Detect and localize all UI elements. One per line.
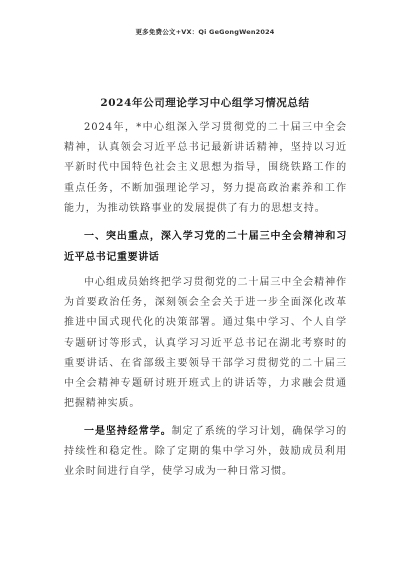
intro-paragraph: 2024年，*中心组深入学习贯彻党的二十届三中全会精神，认真领会习近平总书记最新讲话精神，坚持以习近平新时代中国特色社会主义思想为指导，围绕铁路工作的重点任务，不断加强理论学习，努力提高政治素养和工作能力，为推动铁路事业的发展提供了有力的思想支持。 — [64, 122, 347, 214]
section-heading-1: 一、突出重点，深入学习党的二十届三中全会精神和习近平总书记重要讲话 — [64, 231, 347, 263]
header-promo-note: 更多免费公文+VX：Qi GeGongWen2024 — [135, 28, 275, 36]
document-title: 2024年公司理论学习中心组学习情况总结 — [100, 97, 310, 109]
item-1-lead: 一是坚持经常学。 — [84, 426, 172, 437]
item-1-text: 制定了系统的学习计划，确保学习的持续性和稳定性。除了定期的集中学习外，鼓励成员利用业余时间进行自学，使学习成为一种日常习惯。 — [64, 426, 347, 478]
item-1-paragraph — [64, 422, 347, 483]
section-1-paragraph: 中心组成员始终把学习贯彻党的二十届三中全会精神作为首要政治任务，深刻领会全会关于进一步全面深化改革推进中国式现代化的决策部署。通过集中学习、个人自学专题研讨等形式，认真学习习近平总书记在湖北考察时的重要讲话、在省部级主要领导干部学习贯彻党的二十届三中全会精神专题研讨班开班式上的讲话等，力求融会贯通把握精神实质。 — [64, 277, 347, 410]
